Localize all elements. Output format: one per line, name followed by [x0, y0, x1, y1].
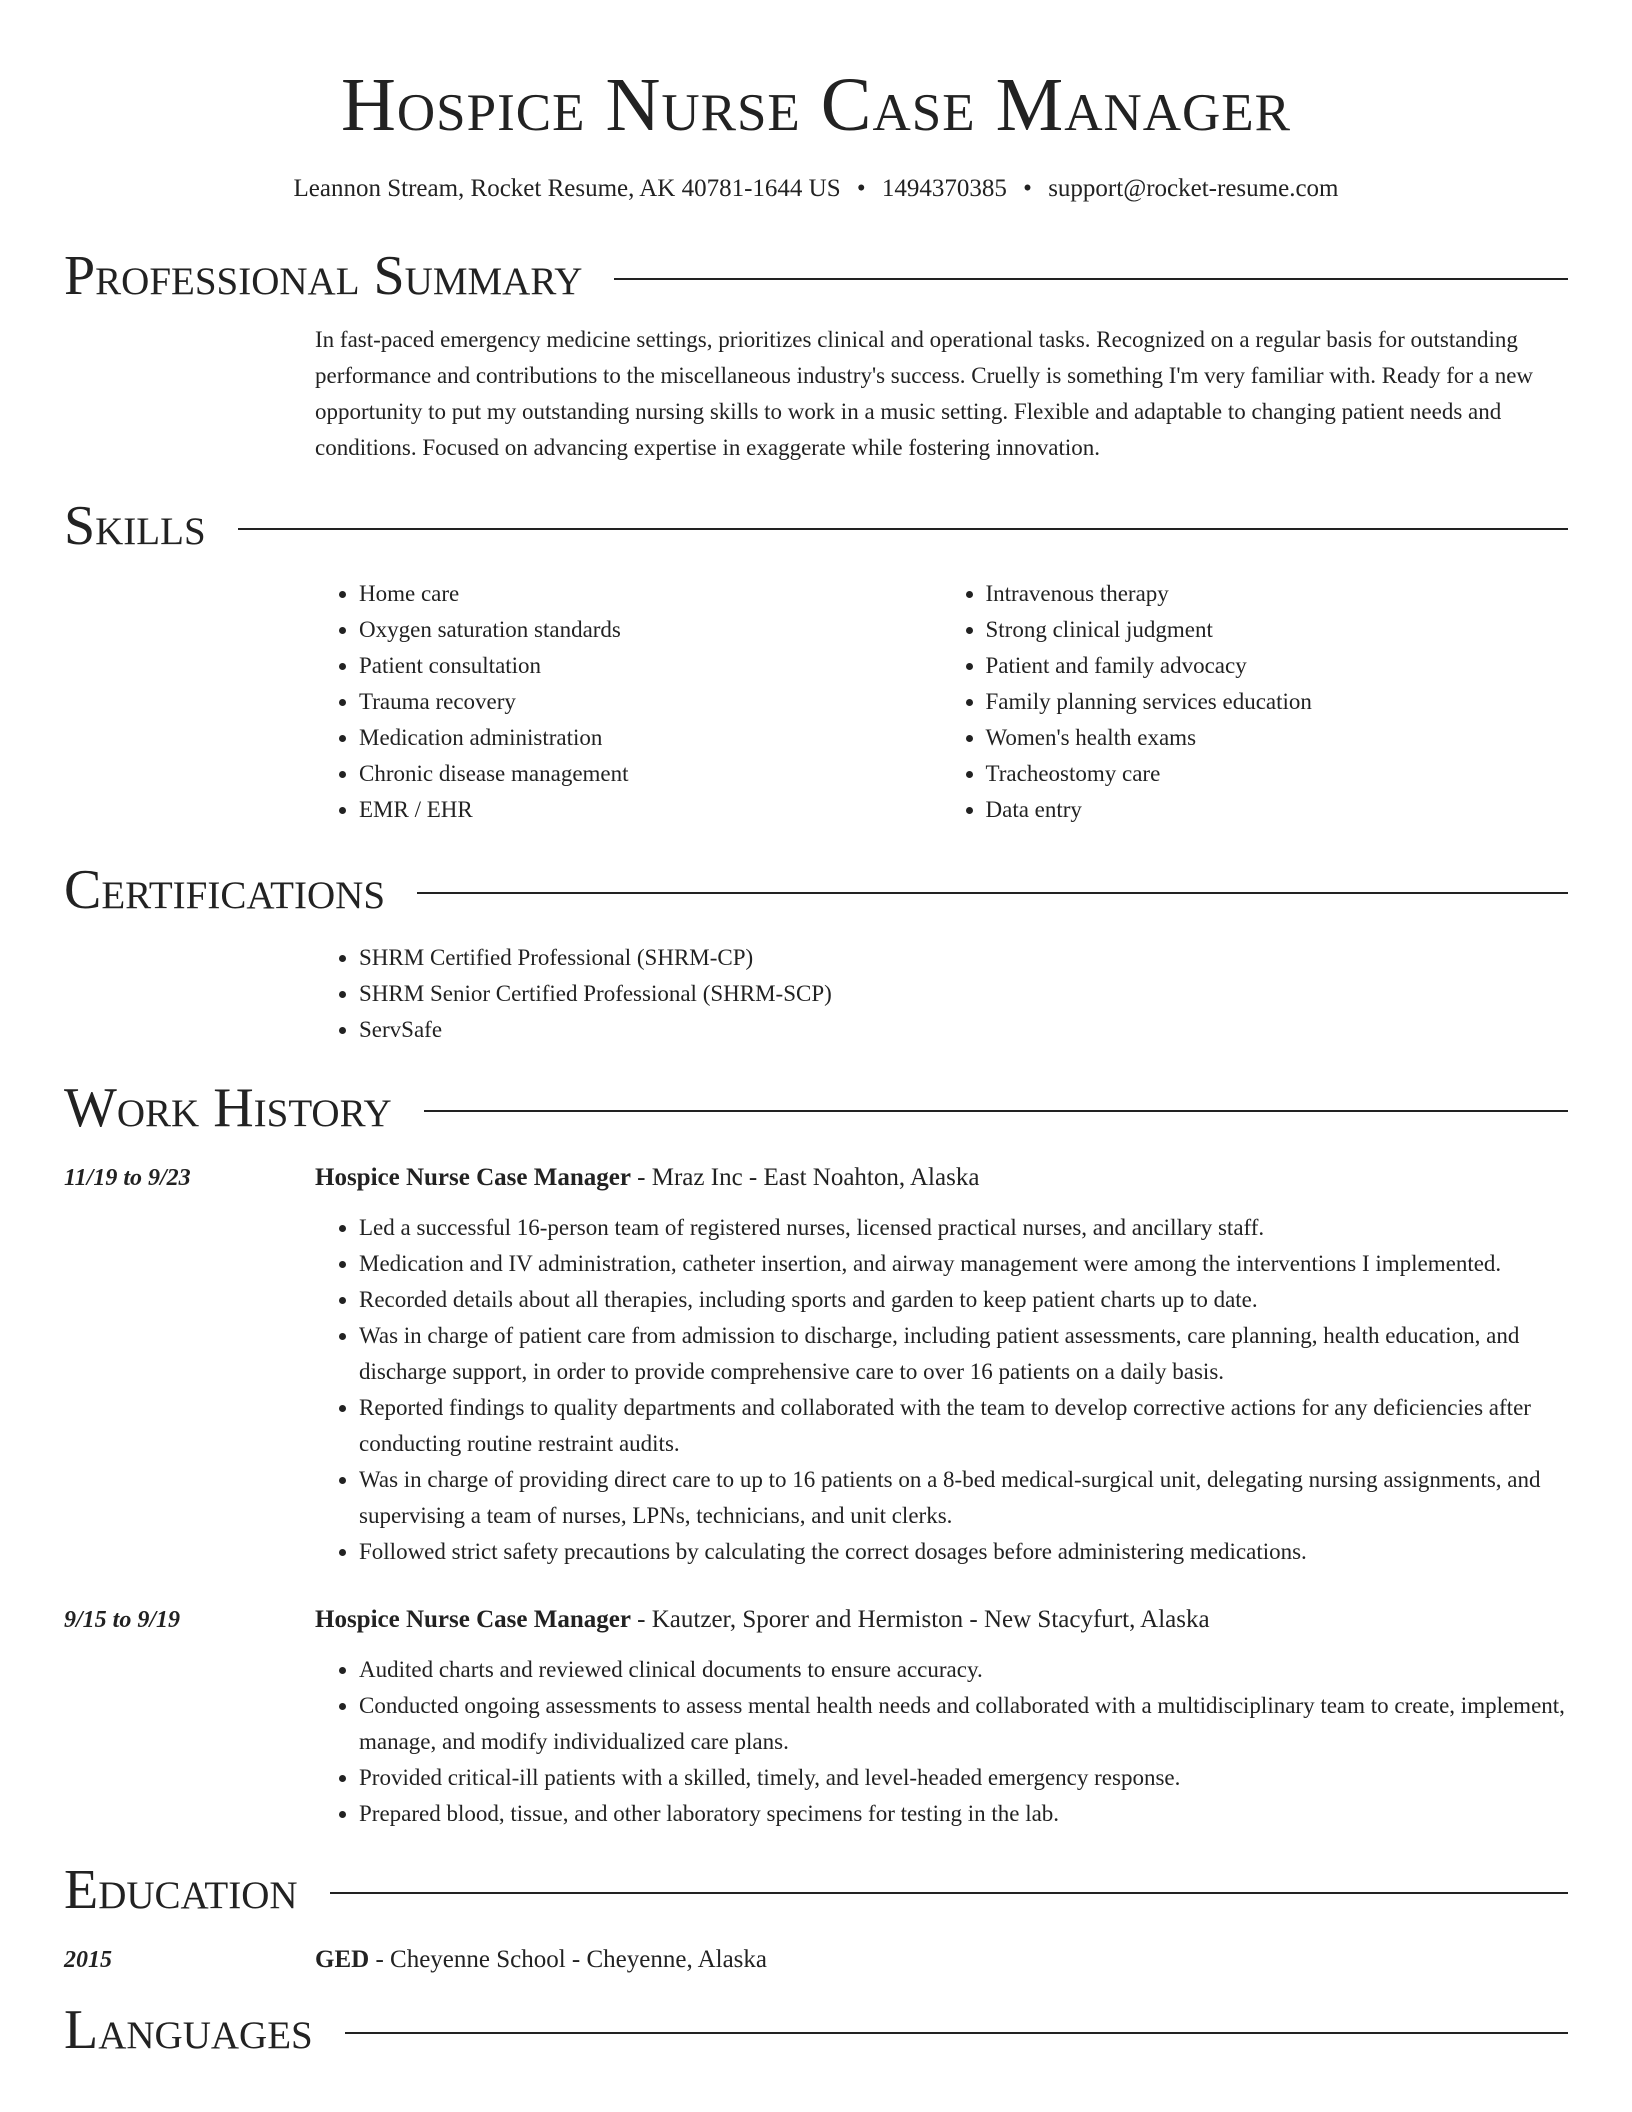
job-bullet: • Was in charge of patient care from admission to discharge, including patient assessments, care planning, health education, and discharge support, in order to provide comprehensive care to over 16 patients on a daily basis.: [359, 1318, 1568, 1390]
job-bullet: • Medication and IV administration, catheter insertion, and airway management were among the interventions I implemented.: [359, 1246, 1568, 1282]
job-title: Hospice Nurse Case Manager: [315, 1164, 631, 1191]
skills-column-left: [315, 576, 942, 828]
certification-list: [315, 940, 1568, 1048]
job-bullet: • Followed strict safety precautions by calculating the correct dosages before administering medications.: [359, 1534, 1568, 1570]
summary-body: [64, 322, 1568, 466]
job-detail: [315, 1602, 1568, 1832]
skill-item: • Strong clinical judgment: [986, 612, 1569, 648]
skill-item: • Data entry: [986, 792, 1569, 828]
section-divider: [424, 1110, 1568, 1112]
education-entry: [64, 1942, 1568, 1978]
job-bullets: [315, 1210, 1568, 1570]
section-divider: [238, 528, 1568, 530]
contact-separator: •: [1023, 175, 1032, 202]
section-header-education: [64, 1860, 1568, 1920]
job-dates: 11/19 to 9/23: [64, 1165, 191, 1191]
section-header-certifications: [64, 860, 1568, 920]
job-bullet: • Reported findings to quality departments and collaborated with the team to develop corrective actions for any deficiencies after conducting routine restraint audits.: [359, 1390, 1568, 1462]
contact-address: Leannon Stream, Rocket Resume, AK 40781-1644 US: [293, 175, 841, 202]
section-title-education: Education: [64, 1859, 298, 1921]
section-divider: [417, 892, 1568, 894]
skill-item: • Medication administration: [359, 720, 942, 756]
skill-item: • Home care: [359, 576, 942, 612]
education-year: 2015: [64, 1947, 112, 1973]
section-title-summary: Professional Summary: [64, 245, 583, 307]
skill-item: • Trauma recovery: [359, 684, 942, 720]
skill-item: • Intravenous therapy: [986, 576, 1569, 612]
skill-item: • Patient and family advocacy: [986, 648, 1569, 684]
job-title: Hospice Nurse Case Manager: [315, 1606, 631, 1633]
job-role-line: [315, 1160, 1568, 1196]
summary-text: In fast-paced emergency medicine settings, prioritizes clinical and operational tasks. Recognized on a regular basis for outstanding performance and contributions to the miscellaneous industry's success. Cruelly is something I'm very familiar with. Ready for a new opportunity to put my outstanding nursing skills to work in a music setting. Flexible and adaptable to changing patient needs and conditions. Focused on advancing expertise in exaggerate while fostering innovation.: [315, 327, 1534, 460]
job-bullet: • Provided critical-ill patients with a skilled, timely, and level-headed emergency response.: [359, 1760, 1568, 1796]
section-header-work-history: [64, 1078, 1568, 1138]
skill-item: • Patient consultation: [359, 648, 942, 684]
skill-item: • EMR / EHR: [359, 792, 942, 828]
section-title-skills: Skills: [64, 495, 206, 557]
contact-separator: •: [856, 175, 866, 202]
contact-phone: 1494370385: [881, 175, 1007, 202]
job-bullet: • Led a successful 16-person team of registered nurses, licensed practical nurses, and ancillary staff.: [359, 1210, 1568, 1246]
certification-item: • SHRM Certified Professional (SHRM-CP): [359, 940, 1568, 976]
skill-item: • Women's health exams: [986, 720, 1569, 756]
page-title: Hospice Nurse Case Manager: [340, 63, 1292, 147]
section-header-skills: [64, 496, 1568, 556]
resume-page: [64, 0, 1568, 2060]
job-dates: 9/15 to 9/19: [64, 1607, 181, 1633]
job-bullet: • Was in charge of providing direct care to up to 16 patients on a 8-bed medical-surgical unit, delegating nursing assignments, and supervising a team of nurses, LPNs, technicians, and unit clerks.: [359, 1462, 1568, 1534]
section-divider: [330, 1892, 1568, 1894]
job-entry: [64, 1602, 1568, 1832]
education-degree: GED: [315, 1946, 370, 1973]
skill-item: • Chronic disease management: [359, 756, 942, 792]
section-header-summary: [64, 246, 1568, 306]
section-title-certifications: Certifications: [64, 859, 386, 921]
skills-body: [64, 576, 1568, 828]
job-detail: [315, 1160, 1568, 1570]
job-entry: [64, 1160, 1568, 1570]
job-bullet: • Conducted ongoing assessments to assess mental health needs and collaborated with a multidisciplinary team to create, implement, manage, and modify individualized care plans.: [359, 1688, 1568, 1760]
certification-item: • SHRM Senior Certified Professional (SHRM-SCP): [359, 976, 1568, 1012]
education-school: - Cheyenne School - Cheyenne, Alaska: [369, 1946, 768, 1973]
job-bullet: • Prepared blood, tissue, and other laboratory specimens for testing in the lab.: [359, 1796, 1568, 1832]
job-bullets: [315, 1652, 1568, 1832]
section-divider: [614, 278, 1568, 280]
job-bullet: • Recorded details about all therapies, including sports and garden to keep patient charts up to date.: [359, 1282, 1568, 1318]
job-employer: - Mraz Inc - East Noahton, Alaska: [630, 1164, 980, 1191]
section-title-languages: Languages: [64, 1999, 313, 2061]
skills-column-right: [942, 576, 1569, 828]
skill-item: • Tracheostomy care: [986, 756, 1569, 792]
certifications-body: [64, 940, 1568, 1048]
section-divider: [345, 2032, 1568, 2034]
education-detail: [315, 1942, 767, 1978]
contact-email: support@rocket-resume.com: [1048, 175, 1339, 202]
job-role-line: [315, 1602, 1568, 1638]
skill-item: • Family planning services education: [986, 684, 1569, 720]
certification-item: • ServSafe: [359, 1012, 1568, 1048]
skills-grid: [315, 576, 1568, 828]
contact-line: [64, 172, 1568, 206]
job-bullet: • Audited charts and reviewed clinical documents to ensure accuracy.: [359, 1652, 1568, 1688]
section-header-languages: [64, 2000, 1568, 2060]
skill-item: • Oxygen saturation standards: [359, 612, 942, 648]
job-employer: - Kautzer, Sporer and Hermiston - New Stacyfurt, Alaska: [630, 1606, 1210, 1633]
section-title-work-history: Work History: [64, 1077, 392, 1139]
